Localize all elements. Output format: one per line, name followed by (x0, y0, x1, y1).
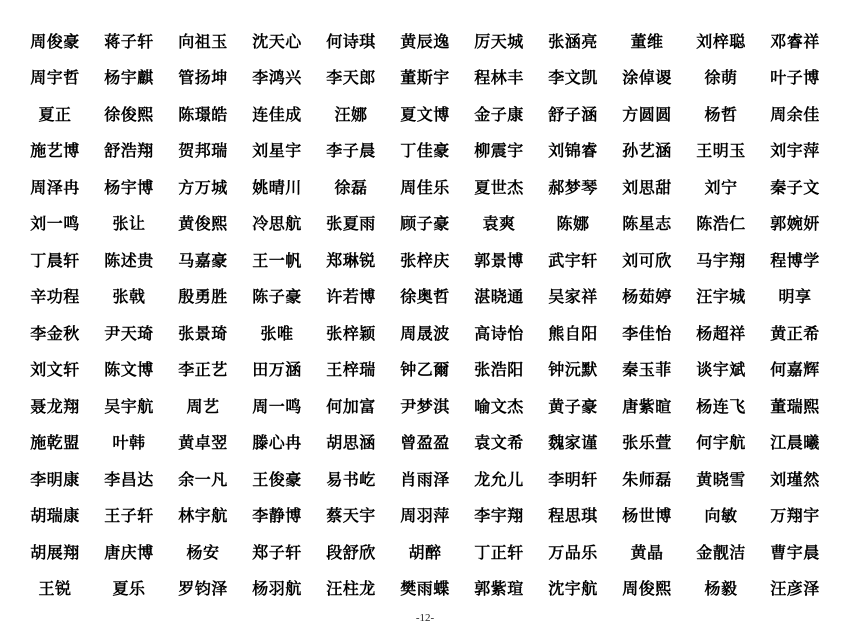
name-cell: 杨超祥 (696, 325, 746, 343)
name-cell: 钟乙爾 (400, 362, 450, 380)
name-cell: 蒋子轩 (104, 33, 154, 51)
name-cell: 余一凡 (178, 471, 228, 489)
name-cell: 黄子豪 (548, 398, 598, 416)
name-row (18, 351, 832, 388)
name-cell: 张唯 (260, 325, 294, 343)
name-cell: 谈宇斌 (696, 362, 746, 380)
name-cell: 涂倬谡 (622, 70, 672, 88)
name-cell: 刘瑾然 (770, 471, 820, 489)
name-cell: 刘梓聪 (696, 33, 746, 51)
name-cell: 周宇哲 (30, 70, 80, 88)
name-cell: 武宇轩 (548, 252, 598, 270)
name-cell: 袁爽 (482, 216, 516, 234)
name-cell: 徐萌 (704, 70, 738, 88)
name-cell: 周余佳 (770, 106, 820, 124)
name-cell: 施乾盟 (30, 435, 80, 453)
name-cell: 魏家谨 (548, 435, 598, 453)
name-cell: 徐奥哲 (400, 289, 450, 307)
name-cell: 万翔宇 (770, 508, 820, 526)
name-row (18, 278, 832, 315)
name-cell: 贺邦瑞 (178, 143, 228, 161)
name-cell: 何宇航 (696, 435, 746, 453)
name-cell: 张夏雨 (326, 216, 376, 234)
name-cell: 施艺博 (30, 143, 80, 161)
name-cell: 舒子涵 (548, 106, 598, 124)
name-cell: 刘锦睿 (548, 143, 598, 161)
name-cell: 许若博 (326, 289, 376, 307)
name-cell: 杨安 (186, 544, 220, 562)
name-cell: 王锐 (38, 581, 72, 599)
name-cell: 唐紫暄 (622, 398, 672, 416)
name-cell: 程林丰 (474, 70, 524, 88)
name-cell: 杨宇博 (104, 179, 154, 197)
name-cell: 金靓洁 (696, 544, 746, 562)
name-cell: 林宇航 (178, 508, 228, 526)
name-cell: 李文凯 (548, 70, 598, 88)
name-cell: 汪柱龙 (326, 581, 376, 599)
name-row (18, 314, 832, 351)
name-cell: 方圆圆 (622, 106, 672, 124)
name-row (18, 132, 832, 169)
name-cell: 樊雨蝶 (400, 581, 450, 599)
name-cell: 夏世杰 (474, 179, 524, 197)
name-row (18, 168, 832, 205)
name-cell: 张景琦 (178, 325, 228, 343)
name-cell: 刘可欣 (622, 252, 672, 270)
name-cell: 李鸿兴 (252, 70, 302, 88)
name-cell: 何加富 (326, 398, 376, 416)
name-cell: 朱师磊 (622, 471, 672, 489)
name-cell: 周一鸣 (252, 398, 302, 416)
name-cell: 喻文杰 (474, 398, 524, 416)
name-cell: 陈娜 (556, 216, 590, 234)
name-cell: 李昌达 (104, 471, 154, 489)
name-cell: 胡展翔 (30, 544, 80, 562)
name-cell: 周佳乐 (400, 179, 450, 197)
name-row (18, 59, 832, 96)
name-cell: 黄晶 (630, 544, 664, 562)
name-cell: 高诗怡 (474, 325, 524, 343)
name-cell: 易书屹 (326, 471, 376, 489)
name-cell: 杨茹婷 (622, 289, 672, 307)
name-cell: 连佳成 (252, 106, 302, 124)
name-cell: 蔡天宇 (326, 508, 376, 526)
name-row (18, 497, 832, 534)
name-cell: 何嘉辉 (770, 362, 820, 380)
name-cell: 周泽冉 (30, 179, 80, 197)
name-row (18, 424, 832, 461)
name-cell: 熊自阳 (548, 325, 598, 343)
name-cell: 郭紫瑄 (474, 581, 524, 599)
name-cell: 马嘉豪 (178, 252, 228, 270)
name-cell: 曹宇晨 (770, 544, 820, 562)
name-cell: 秦玉菲 (622, 362, 672, 380)
name-cell: 杨哲 (704, 106, 738, 124)
name-cell: 肖雨泽 (400, 471, 450, 489)
name-cell: 辛功程 (30, 289, 80, 307)
name-cell: 李正艺 (178, 362, 228, 380)
name-cell: 李宇翔 (474, 508, 524, 526)
name-cell: 曾盈盈 (400, 435, 450, 453)
name-cell: 王一帆 (252, 252, 302, 270)
name-cell: 郑琳锐 (326, 252, 376, 270)
name-cell: 黄辰逸 (400, 33, 450, 51)
name-cell: 聂龙翔 (30, 398, 80, 416)
name-row (18, 387, 832, 424)
name-cell: 汪宇城 (696, 289, 746, 307)
name-cell: 胡思涵 (326, 435, 376, 453)
name-cell: 尹天琦 (104, 325, 154, 343)
name-cell: 董斯宇 (400, 70, 450, 88)
name-cell: 金子康 (474, 106, 524, 124)
name-cell: 徐磊 (334, 179, 368, 197)
name-cell: 钟沅默 (548, 362, 598, 380)
name-cell: 刘宇萍 (770, 143, 820, 161)
name-cell: 李金秋 (30, 325, 80, 343)
name-cell: 王梓瑞 (326, 362, 376, 380)
name-cell: 郑子轩 (252, 544, 302, 562)
name-cell: 程思琪 (548, 508, 598, 526)
name-cell: 郝梦琴 (548, 179, 598, 197)
name-cell: 沈宇航 (548, 581, 598, 599)
name-cell: 徐俊熙 (104, 106, 154, 124)
name-cell: 黄俊熙 (178, 216, 228, 234)
name-grid (18, 22, 832, 606)
name-cell: 殷勇胜 (178, 289, 228, 307)
name-cell: 邓睿祥 (770, 33, 820, 51)
name-cell: 郭景博 (474, 252, 524, 270)
name-cell: 黄正希 (770, 325, 820, 343)
name-cell: 方万城 (178, 179, 228, 197)
name-cell: 尹梦淇 (400, 398, 450, 416)
name-cell: 陈星志 (622, 216, 672, 234)
name-cell: 郭婉妍 (770, 216, 820, 234)
name-cell: 张浩阳 (474, 362, 524, 380)
name-cell: 向祖玉 (178, 33, 228, 51)
name-cell: 黄晓雪 (696, 471, 746, 489)
name-cell: 董瑞熙 (770, 398, 820, 416)
name-cell: 张涵亮 (548, 33, 598, 51)
name-cell: 刘宁 (704, 179, 738, 197)
name-cell: 周晟波 (400, 325, 450, 343)
name-cell: 王俊豪 (252, 471, 302, 489)
name-cell: 顾子豪 (400, 216, 450, 234)
name-cell: 姚晴川 (252, 179, 302, 197)
name-row (18, 460, 832, 497)
name-cell: 夏正 (38, 106, 72, 124)
name-cell: 万品乐 (548, 544, 598, 562)
name-cell: 丁晨轩 (30, 252, 80, 270)
name-cell: 冷思航 (252, 216, 302, 234)
name-cell: 孙艺涵 (622, 143, 672, 161)
name-cell: 周艺 (186, 398, 220, 416)
name-cell: 叶子博 (770, 70, 820, 88)
name-cell: 杨世博 (622, 508, 672, 526)
name-cell: 段舒欣 (326, 544, 376, 562)
name-row (18, 95, 832, 132)
name-cell: 厉天城 (474, 33, 524, 51)
name-cell: 杨宇麒 (104, 70, 154, 88)
name-cell: 舒浩翔 (104, 143, 154, 161)
name-cell: 沈天心 (252, 33, 302, 51)
name-cell: 江晨曦 (770, 435, 820, 453)
name-cell: 吴宇航 (104, 398, 154, 416)
name-cell: 胡瑞康 (30, 508, 80, 526)
name-cell: 刘思甜 (622, 179, 672, 197)
name-cell: 李明轩 (548, 471, 598, 489)
name-cell: 柳震宇 (474, 143, 524, 161)
name-cell: 夏乐 (112, 581, 146, 599)
name-cell: 董维 (630, 33, 664, 51)
name-cell: 李天郎 (326, 70, 376, 88)
name-row (18, 205, 832, 242)
name-cell: 杨毅 (704, 581, 738, 599)
name-cell: 汪彦泽 (770, 581, 820, 599)
name-cell: 陈子豪 (252, 289, 302, 307)
name-cell: 秦子文 (770, 179, 820, 197)
name-cell: 丁正轩 (474, 544, 524, 562)
name-cell: 王子轩 (104, 508, 154, 526)
name-cell: 李子晨 (326, 143, 376, 161)
name-cell: 刘星宇 (252, 143, 302, 161)
name-cell: 叶韩 (112, 435, 146, 453)
name-cell: 张梓颖 (326, 325, 376, 343)
name-cell: 张梓庆 (400, 252, 450, 270)
name-cell: 袁文希 (474, 435, 524, 453)
name-cell: 张让 (112, 216, 146, 234)
name-cell: 张乐萱 (622, 435, 672, 453)
name-cell: 程博学 (770, 252, 820, 270)
page-number: -12- (415, 612, 435, 624)
name-cell: 夏文博 (400, 106, 450, 124)
name-cell: 李明康 (30, 471, 80, 489)
name-cell: 李静博 (252, 508, 302, 526)
name-cell: 周俊熙 (622, 581, 672, 599)
name-grid-body (18, 22, 832, 606)
name-cell: 周羽萍 (400, 508, 450, 526)
name-cell: 陈浩仁 (696, 216, 746, 234)
name-row (18, 22, 832, 59)
name-cell: 陈璟皓 (178, 106, 228, 124)
name-cell: 田万涵 (252, 362, 302, 380)
name-cell: 黄卓翌 (178, 435, 228, 453)
name-cell: 周俊豪 (30, 33, 80, 51)
name-cell: 滕心冉 (252, 435, 302, 453)
name-cell: 罗钧泽 (178, 581, 228, 599)
name-cell: 汪娜 (334, 106, 368, 124)
name-cell: 唐庆博 (104, 544, 154, 562)
name-cell: 马宇翔 (696, 252, 746, 270)
name-cell: 杨羽航 (252, 581, 302, 599)
name-cell: 管扬坤 (178, 70, 228, 88)
name-cell: 湛晓通 (474, 289, 524, 307)
name-cell: 龙允儿 (474, 471, 524, 489)
name-row (18, 533, 832, 570)
name-cell: 向敏 (704, 508, 738, 526)
name-cell: 陈文博 (104, 362, 154, 380)
name-cell: 张戟 (112, 289, 146, 307)
name-cell: 陈述贵 (104, 252, 154, 270)
name-cell: 杨连飞 (696, 398, 746, 416)
name-cell: 刘一鸣 (30, 216, 80, 234)
name-row (18, 241, 832, 278)
name-cell: 吴家祥 (548, 289, 598, 307)
name-cell: 何诗琪 (326, 33, 376, 51)
name-cell: 丁佳豪 (400, 143, 450, 161)
name-cell: 胡醉 (408, 544, 442, 562)
name-cell: 明享 (778, 289, 812, 307)
name-cell: 王明玉 (696, 143, 746, 161)
name-cell: 李佳怡 (622, 325, 672, 343)
name-cell: 刘文轩 (30, 362, 80, 380)
